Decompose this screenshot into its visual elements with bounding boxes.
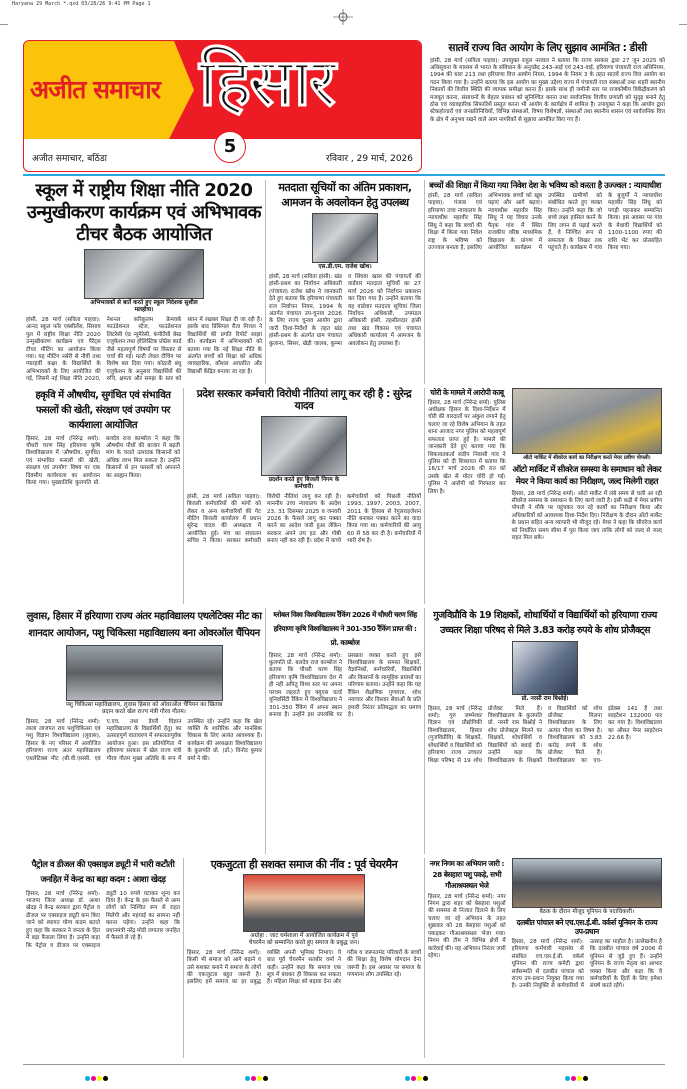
row-3 <box>23 608 665 854</box>
photo-vice-chancellor <box>512 641 578 695</box>
article-body: हिसार, 28 मार्च (निरेन्द्र शर्मा): लाला लाजपत राय पशुचिकित्सा एवं पशु विज्ञान विश्वविद्यालय (लुवास), हिसार के नए परिसर में आयोजित हरियाणा राज्य अंतर महाविद्यालय एथलेटिक्स मीट (बी.वी.एससी. एवं ए.एच. तथा डेयरी विज्ञान महाविद्यालय के विद्यार्थियों हेतु) का उत्साहपूर्ण वातावरण में सफलतापूर्वक आयोजन हुआ। इस प्रतियोगिता में हरियाणा सरकार में खेल राज्य मंत्री गौरव गौतम मुख्य अतिथि के रूप में उपस्थित रहे। उन्होंने कहा कि खेल व्यक्ति के शारीरिक और मानसिक विकास के लिए अत्यंत आवश्यक हैं। कार्यक्रम की अध्यक्षता विश्वविद्यालय के कुलपति प्रो. (डॉ.) विनोद कुमार वर्मा ने की। <box>26 718 262 762</box>
headline: ऑटो मार्किट में सीवरेज समस्या के समाधान को लेकर मेयर ने किया कार्य का निरीक्षण, जल्द मिलेगी राहत <box>512 464 662 487</box>
figure <box>243 874 365 947</box>
article-school-nep <box>23 180 265 384</box>
crop-mark <box>679 24 687 25</box>
headline: चोरी के मामले में आरोपी काबू <box>430 387 504 397</box>
figure <box>512 641 578 703</box>
article-judge-education <box>424 180 665 384</box>
row-1 <box>23 180 665 384</box>
headline: लुवास, हिसार में हरियाणा राज्य अंतर महाविद्यालय एथलेटिक्स मीट का शानदार आयोजन, पशु चिकित्सा महाविद्यालय बना ओवरऑल चैंपियन <box>26 610 262 639</box>
headline: स्कूल में राष्ट्रीय शिक्षा नीति 2020 उन्मुखीकरण कार्यक्रम एवं अभिभावक टीचर बैठक आयोजित <box>27 180 261 245</box>
article-body: हिसार, 28 मार्च (निरेन्द्र शर्मा): पुलिस अधीक्षक हिसार के दिशा-निर्देशन में चोरी की वारदातों पर अंकुश लगाने हेतु चलाए जा रहे विशेष अभियान के तहत थाना आजाद नगर पुलिस को महत्वपूर्ण सफलता प्राप्त हुई है। मामले की जानकारी देते हुए बताया गया कि शिकायतकर्ता संदीप निवासी गांव ने पुलिस को दी शिकायत में बताया कि 16/17 मार्च 2026 की रात को उसके खेत से मोटर चोरी हो गई। पुलिस ने आरोपी को गिरफ्तार कर लिया है। <box>428 399 506 495</box>
photo-caption: ऑटो मार्किट में सीवरेज कार्य का निरीक्षण करते मेयर प्रवीण पोपली। <box>523 454 651 461</box>
article-theft-arrest <box>425 388 509 604</box>
edition-city-title: हिसार <box>199 43 334 121</box>
article-finance-commission <box>430 40 665 124</box>
article-union-vice-president <box>509 858 665 1058</box>
footer-rule <box>23 1064 665 1065</box>
row-4 <box>23 858 665 1058</box>
article-body: हांसी, 28 मार्च (सविता पाहवा): बिजली कर्मचारियों की मांगों को लेकर व अन्य कर्मचारियों की गेट मीटिंग बिजली कार्यालय में प्रधान सुरेन्द्र यादव की अध्यक्षता में आयोजित हुई। मंच का संचालन सचिव ने किया। सरकार कर्मचारी विरोधी नीतियां लागू कर रही है। माननीय उच्च न्यायालय के आदेश 23, 31 दिसम्बर 2025 व जनवरी 2026 के फैसले लागू कर पक्का करने का आदेश जारी हुआ लेकिन सरकार अपने तय हठ और गोष्ठी बनाए नहीं कर रही है। प्रदेश में कच्चे कर्मचारियों को पिछली नीतियों 1993, 1997, 2003, 2007, 2011 के हिसाब से रेगुलराइजेशन नीति बनाकर पक्का करने का वादा किया गया था। कर्मचारियों की आयु 60 से 58 कर दी है। कर्मचारियों में भारी रोष है। <box>187 493 421 545</box>
figure <box>312 213 378 271</box>
headline: मतदाता सूचियों का अंतिम प्रकाशन, आमजन के अवलोकन हेतु उपलब्ध <box>278 181 412 209</box>
article-body: हिसार, 28 मार्च (निरेन्द्र शर्मा): चौधरी चरण सिंह हरियाणा कृषि विश्वविद्यालय में 'औषधीय, सुगंधित एवं संभावित फसलों की खेती, संरक्षण एवं उपयोग' विषय पर एक दिवसीय कार्यशाला का आयोजन किया गया। मुख्यातिथि कुलपति प्रो. बलदेव राज काम्बोज ने कहा कि औषधीय पौधों की बाजार में बढ़ती मांग के चलते उत्पादक किसानों को अधिक लाभ मिल सकता है। उन्होंने किसानों से इन फसलों को अपनाने का आह्वान किया। <box>26 435 180 487</box>
color-registration-icon <box>405 1066 429 1085</box>
headline: हकृवि में औषधीय, सुगंधित एवं संभावित फसलों की खेती, संरक्षण एवं उपयोग पर कार्यशाला आयोजित <box>35 389 171 431</box>
article-hau-workshop <box>23 388 183 604</box>
page-number: 5 <box>214 131 246 163</box>
article-body: हांसी, 28 मार्च (सविता पाहवा): आनंद स्कूल फॉर एक्सीलेंस, सिसाय पुल में राष्ट्रीय शिक्षा नीति 2020 उन्मुखीकरण कार्यक्रम एवं पैरेंट्स टीचर मीटिंग का आयोजन किया गया। यह मीटिंग नर्सरी से नौवीं तथा ग्यारहवीं कक्षा के विद्यार्थियों के अभिभावकों के लिए आयोजित की गई, जिसमें नई शिक्षा नीति 2020, नेशनल करिकुलम फ्रेमवर्क फाउंडेशनल स्टेज, फाउंडेशनल लिटरेसी एंड न्यूमेरेसी, कंपीटेंसी बेस्ड एजुकेशन तथा होलिस्टिक प्रोग्रेस कार्ड जैसे महत्वपूर्ण विषयों पर विस्तार से चर्चा की गई। मल्टी लेवल टीचिंग पर विशेष बल दिया गया। कोठारी बंधु एजुकेशन के अनुसार विद्यार्थियों की रुचि, क्षमता और समझ के स्तर को ध्यान में रखकर शिक्षा दी जा रही है। इसके बाद प्रिंसिपल रीता मित्तल ने विद्यार्थियों की प्रगति रिपोर्ट साझा की। कार्यक्रम में अभिभावकों को बताया गया कि नई शिक्षा नीति के अंतर्गत बच्चों को शिक्षा को अधिक व्यावहारिक, कौशल आधारित और विद्यार्थी केंद्रित बनाया जा रहा है। <box>26 317 262 383</box>
row-2-right <box>424 388 665 604</box>
headline: नगर निगम का अभियान जारी : 28 बेसहारा पशु पकड़े, सभी गौआश्रयस्थल भेजे <box>429 858 504 890</box>
photo-caption: प्रदर्शन करते हुए बिजली निगम के कर्मचारी। <box>268 476 340 490</box>
photo-caption: अभिभावकों से बातें करते हुए स्कूल निदेशक सुशील मलहोत्रा। <box>90 300 198 313</box>
headline: सातवें राज्य वित आयोग के लिए सुझाव आमंत्रित : डीसी <box>448 42 647 54</box>
crop-mark <box>0 24 8 25</box>
photo-caption: अग्रोहा : जाट धर्मशाला में आयोजित कार्यक्रम में पूर्व चेयरमैन को सम्मानित करते हुए समाज के प्रबुद्ध जन। <box>248 932 360 946</box>
figure <box>84 249 204 314</box>
headline: प्रदेश सरकार कर्मचारी विरोधी नीतियां लागू कर रही है : सुरेन्द्र यादव <box>196 387 412 413</box>
photo-felicitation <box>243 874 365 932</box>
color-registration-icon <box>565 1066 589 1085</box>
article-fuel-excise <box>23 858 183 1058</box>
article-body: हिसार, 28 मार्च (निरेन्द्र शर्मा): ऑटो मार्केट में लंबे समय से चली आ रही सीवरेज समस्या के समाधान के लिए कार्य जारी है। इसी कड़ी में मेयर प्रवीण पोपली ने मौके पर पहुंचकर चल रहे कार्यों का निरीक्षण किया और अधिकारियों को आवश्यक दिशा-निर्देश दिए। निरीक्षण के दौरान ऑटो मार्केट के प्रधान सहित अन्य व्यापारी भी मौजूद रहे। मेयर ने कहा कि सीवरेज कार्य को निर्धारित समय सीमा में पूरा किया जाए ताकि लोगों को जल्द से जल्द राहत मिल सके। <box>511 490 662 542</box>
article-sewerage <box>509 388 665 604</box>
photo-caption: बैठक के दौरान मौजूद यूनियन के पदाधिकारी। <box>539 908 635 915</box>
photo-athletics-champions <box>66 645 223 701</box>
article-body: हिसार, 28 मार्च (निरेन्द्र शर्मा): गुरु जम्भेश्वर विज्ञान एवं प्रौद्योगिकी विश्वविद्यालय, हिसार (गुजविप्रौवि) के शिक्षकों, शोधार्थियों व विद्यार्थियों को हरियाणा राज्य उच्चतर शिक्षा परिषद से 19 शोध प्रोजेक्ट मिले हैं। विश्वविद्यालय के कुलपति प्रो. नरसी राम बिश्नोई ने शोध प्रोजेक्ट्स मिलने पर शिक्षकों, शोधार्थियों व विद्यार्थियों को बधाई दी। उन्होंने कहा कि विश्वविद्यालय के शिक्षकों व विद्यार्थियों को शोध प्रोजेक्ट मिलना विश्वविद्यालय के लिए अत्यंत गौरव का विषय है। विश्वविद्यालय को 3.83 करोड़ रुपये के शोध प्रोजेक्ट मिले हैं। विश्वविद्यालय का एच-इंडेक्स 141 है तथा साइटेशन 132000 पार कर गया है। विश्वविद्यालय का औसत पेपर साइटेशन 22.66 है। <box>428 705 662 764</box>
headline: बच्चों की शिक्षा में किया गया निवेश देश के भविष्य को करता है उज्ज्वल : न्यायाधीश <box>429 180 661 190</box>
figure <box>66 645 223 716</box>
color-registration-icon <box>85 1066 109 1085</box>
headline: एकजुटता ही सशक्त समाज की नींव : पूर्व चेयरमैन <box>210 857 398 871</box>
photo-union-meeting <box>512 858 662 908</box>
paper-name-logo: अजीत समाचार <box>30 75 160 104</box>
article-body: हांसी, 28 मार्च (सविता पाहवा): पंजाब एवं हरियाणा उच्च न्यायालय के न्यायाधीश महावीर सिंह सिंधु ने कहा कि बच्चों की शिक्षा में किया गया निवेश राष्ट्र के भविष्य को उज्ज्वल बनाता है, इसलिए अभिभावक बच्चों को खूब पढ़ाएं और आगे बढ़ाएं। न्यायाधीश महावीर सिंह सिंधु ने यह विचार उनके पैतृक गांव में स्थित राजकीय वरिष्ठ माध्यमिक विद्यालय के प्रांगण में आयोजित कार्यक्रम में उपस्थित ग्रामीणों को संबोधित करते हुए व्यक्त किए। उन्होंने कहा कि जो बच्चे लक्ष्य हासिल करने के लिए लगन से पढ़ाई करते हैं, वे निश्चित रूप से सफलता के शिखर तक पहुंचते हैं। कार्यक्रम में गांव के बुजुर्गों ने न्यायाधीश महावीर सिंह सिंधु को पगड़ी पहनाकर सम्मानित किया। इस अवसर पर गांव के मेधावी विद्यार्थियों को 1100-1100 रुपए की राशि भेंट कर प्रोत्साहित किया गया। <box>428 193 662 251</box>
article-body: हांसी, 28 मार्च (सविता पाहवा): उपायुक्त राहुल नरवाल ने बताया कि राज्य सरकार द्वारा 27 जून 2025 को अधिसूचना के माध्यम से भारत के संविधान के अनुच्छेद 243-आई एवं 243-वाई, हरियाणा पंचायती राज अधिनियम, 1994 की धारा 213 तथा हरियाणा वित्त आयोग नियम, 1994 के नियम 3 के तहत सातवें राज्य वित्त आयोग का गठन किया गया है। उन्होंने बताया कि इस आयोग का मुख्य उद्देश्य राज्य में पंचायती राज संस्थाओं तथा शहरी स्थानीय निकायों की वित्तीय स्थिति की व्यापक समीक्षा करना है। इसके साथ ही जमीनी स्तर पर राजकोषीय विकेंद्रीकरण को मजबूत करना, संसाधनों के बेहतर प्रबंधन को सुनिश्चित करना तथा सार्वजनिक वित्तीय प्रणाली को सुदृढ़ बनाने हेतु ठोस एवं व्यावहारिक सिफारिशें प्रस्तुत करना भी आयोग के कार्यक्षेत्र में शामिल है। उपायुक्त ने कहा कि आयोग द्वारा स्टेकहोल्डरों एवं जनप्रतिनिधियों, विभिन्न संस्थाओं, विषय विशेषज्ञों, संस्थाओं तथा स्थानीय शासन एवं सार्वजनिक वित्त के क्षेत्र में अनुभव रखने वाले आम नागरिकों से सुझाव आमंत्रित किए गए हैं। <box>430 57 665 123</box>
masthead <box>23 40 422 172</box>
headline: गुजविप्रौवि के 19 शिक्षकों, शोधार्थियों व विद्यार्थियों को हरियाणा राज्य उच्चतर शिक्षा परिषद से मिले 3.83 करोड़ रुपये के शोध प्रोजैक्ट्स <box>433 609 657 636</box>
article-hau-ranking <box>265 608 424 854</box>
article-body: हिसार, 28 मार्च (निरेन्द्र शर्मा): भाजपा जिला अध्यक्ष डॉ. आशा खेदड़ ने केन्द्र सरकार द्वारा पैट्रोल व डीजल पर एक्साइज ड्यूटी कम किए जाने को स्वागत योग्य कदम बताते हुए कहा कि सरकार ने जनता के हित में बड़ा फैसला लिया है। उन्होंने कहा कि पेट्रोल व डीजल पर एक्साइज ड्यूटी 10 रुपये घटाकर शून्य कर दिया है। केन्द्र के इस फैसले से आम लोगों को निश्चित रूप से राहत मिलेगी और महंगाई का सामना नहीं करना पड़ेगा। उन्होंने कहा कि प्रधानमंत्री नरेंद्र मोदी लगातार जनहित में फैसले ले रहे हैं। <box>26 890 180 949</box>
section-divider <box>23 174 665 176</box>
row-4-right <box>424 858 665 1058</box>
article-luvas-athletics <box>23 608 265 854</box>
photo-caption: पशु चिकित्सा महाविद्यालय, लुवास हिसार को ओवरऑल चैंपियन का खिताब प्रदान करते खेल राज्य मंत्री गौरव गौतम। <box>65 701 223 715</box>
article-body: हिसार, 28 मार्च (निरेन्द्र शर्मा): नगर निगम द्वारा शहर को बेसहारा पशुओं की समस्या से निजात दिलाने के लिए चलाए जा रहे अभियान के तहत शुक्रवार को 28 बेसहारा पशुओं को पकड़कर गौआश्रयस्थल भेजा गया। निगम की टीम ने विभिन्न क्षेत्रों में कार्रवाई की। यह अभियान निरंतर जारी रहेगा। <box>428 893 506 959</box>
article-voter-lists <box>265 180 424 384</box>
print-slug: Haryana 29 March *.qxd 03/28/26 9:41 PM Page 1 <box>12 1 151 7</box>
photo-parents-meeting <box>84 249 204 299</box>
photo-caption: एस.डी.एम. राजेश खोथ। <box>318 264 372 270</box>
figure <box>261 416 347 491</box>
color-registration-icon <box>245 1066 269 1085</box>
article-employees-protest <box>183 388 424 604</box>
article-gjust-research <box>424 608 665 854</box>
photo-sewerage-inspection <box>512 388 662 454</box>
newspaper-page <box>23 0 665 1058</box>
article-body: हांसी, 28 मार्च (सविता हांसी): खंड हांसी-प्रथम का निर्वाचन अधिकारी (पंचायत) राजेश खोथ ने जानकारी देते हुए बताया कि हरियाणा पंचायती राज निर्वाचन नियम, 1994 के अंतर्गत पंचायत उप-चुनाव 2026 के लिए राज्य चुनाव आयोग द्वारा जारी दिशा-निर्देशों के तहत खंड हांसी-प्रथम के अंतर्गत ग्राम पंचायत कुलाना, सिसर, खेड़ी जालब, कुम्भा व सिंघवा खास की पंचायतों की वार्डवार मतदाता सूचियों का 27 मार्च 2026 को निर्वाचन प्रकाशन कर दिया गया है। उन्होंने बताया कि यह वार्डवार मतदाता सूचियां जिला निर्वाचन अधिकारी, उपमंडल अधिकारी हांसी, तहसीलदार हांसी तथा खंड विकास एवं पंचायत अधिकारी कार्यालय में आमजन के अवलोकन हेतु उपलब्ध हैं। <box>269 274 421 347</box>
issue-date: रविवार , 29 मार्च, 2026 <box>326 154 413 164</box>
photo-protest <box>261 416 347 476</box>
headline: पैट्रोल व डीजल की एक्साइज ड्यूटी में भारी कटौती जनहित में केन्द्र का बड़ा कदम : आशा खेदड़ <box>31 859 175 885</box>
headline: ग्लोबल विश्व विश्वविद्यालय रैंकिंग 2026 में चौधरी चरण सिंह हरियाणा कृषि विश्वविद्यालय ने 301-350 रैंकिंग प्राप्त की : प्रो. काम्बोज <box>273 609 417 647</box>
article-unity-society <box>183 858 424 1058</box>
article-body: हिसार, 28 मार्च (निरेन्द्र शर्मा): हरियाणा कर्मचारी महासंघ से संबंधित एच.एस.ई.बी. वर्कर्स यूनियन की राज्य कमेटी द्वारा सर्वसम्मति से दलबीत पांचाल को राज्य उप-प्रधान नियुक्त किया गया है। उनकी नियुक्ति से कर्मचारियों में उत्साह का माहौल है। उल्लेखनीय है कि दलबीत पांचाल वर्ष 2006 से यूनियन से जुड़े हुए हैं। उन्होंने यूनियन के राज्य नेतृत्व का आभार व्यक्त किया और कहा कि वे कर्मचारियों के हितों के लिए हमेशा संघर्ष करते रहेंगे। <box>511 938 662 990</box>
article-body: हिसार, 28 मार्च (निरेन्द्र शर्मा): कुलपति प्रो. बलदेव राज काम्बोज ने बताया कि चौधरी चरण सिंह हरियाणा कृषि विश्वविद्यालय देश में ही नहीं अपितु विश्व स्तर पर अपना परचम लहराते हुए क्यूएस वर्ल्ड यूनिवर्सिटी रैंकिंग में विश्वविद्यालय ने 301-350 रैंकिंग में अपना स्थान बनाया है। उन्होंने इस उपलब्धि पर प्रसन्नता व्यक्त करते हुए इसे विश्वविद्यालय के समस्त शिक्षकों, वैज्ञानिकों, कर्मचारियों, विद्यार्थियों और किसानों के सामूहिक प्रयासों का परिणाम बताया। उन्होंने कहा कि यह रैंकिंग शैक्षणिक गुणवत्ता, शोध नवाचार और विस्तार सेवाओं के प्रति हमारी निरंतर प्रतिबद्धता का प्रमाण है। <box>269 652 421 718</box>
headline: दलबीत पांचाल बने एच.एस.ई.बी. वर्कर्स यूनियन के राज्य उप-प्रधान <box>516 917 658 936</box>
photo-sdm <box>312 213 378 263</box>
edition-label: अजीत समाचार, बठिंडा <box>32 154 107 164</box>
article-body: हिसार, 28 मार्च (निरेन्द्र शर्मा): किसी भी समाज को आगे बढ़ाने व उसे सशक्त बनाने में समाज के लोगों की एकजुटता बहुत जरूरी है। इसलिए हमें समाज का हर प्रबुद्ध व्यक्ति अपनी भूमिका निभाए। ये बात पूर्व चेयरमैन सतबीर वर्मा ने कही। उन्होंने कहा कि समाज एक सूत्र में बंधकर ही विकास कर सकता है। महिला शिक्षा को बढ़ावा देना और गरीब व जरूरतमंद परिवारों के बच्चों की शिक्षा हेतु विशेष योगदान देना जरूरी है। इस अवसर पर समाज के गणमान्य लोग उपस्थित रहे। <box>187 949 421 986</box>
article-stray-cattle <box>425 858 509 1058</box>
photo-caption: प्रो. नरसी राम बिश्नोई। <box>521 695 569 702</box>
row-2 <box>23 388 665 604</box>
